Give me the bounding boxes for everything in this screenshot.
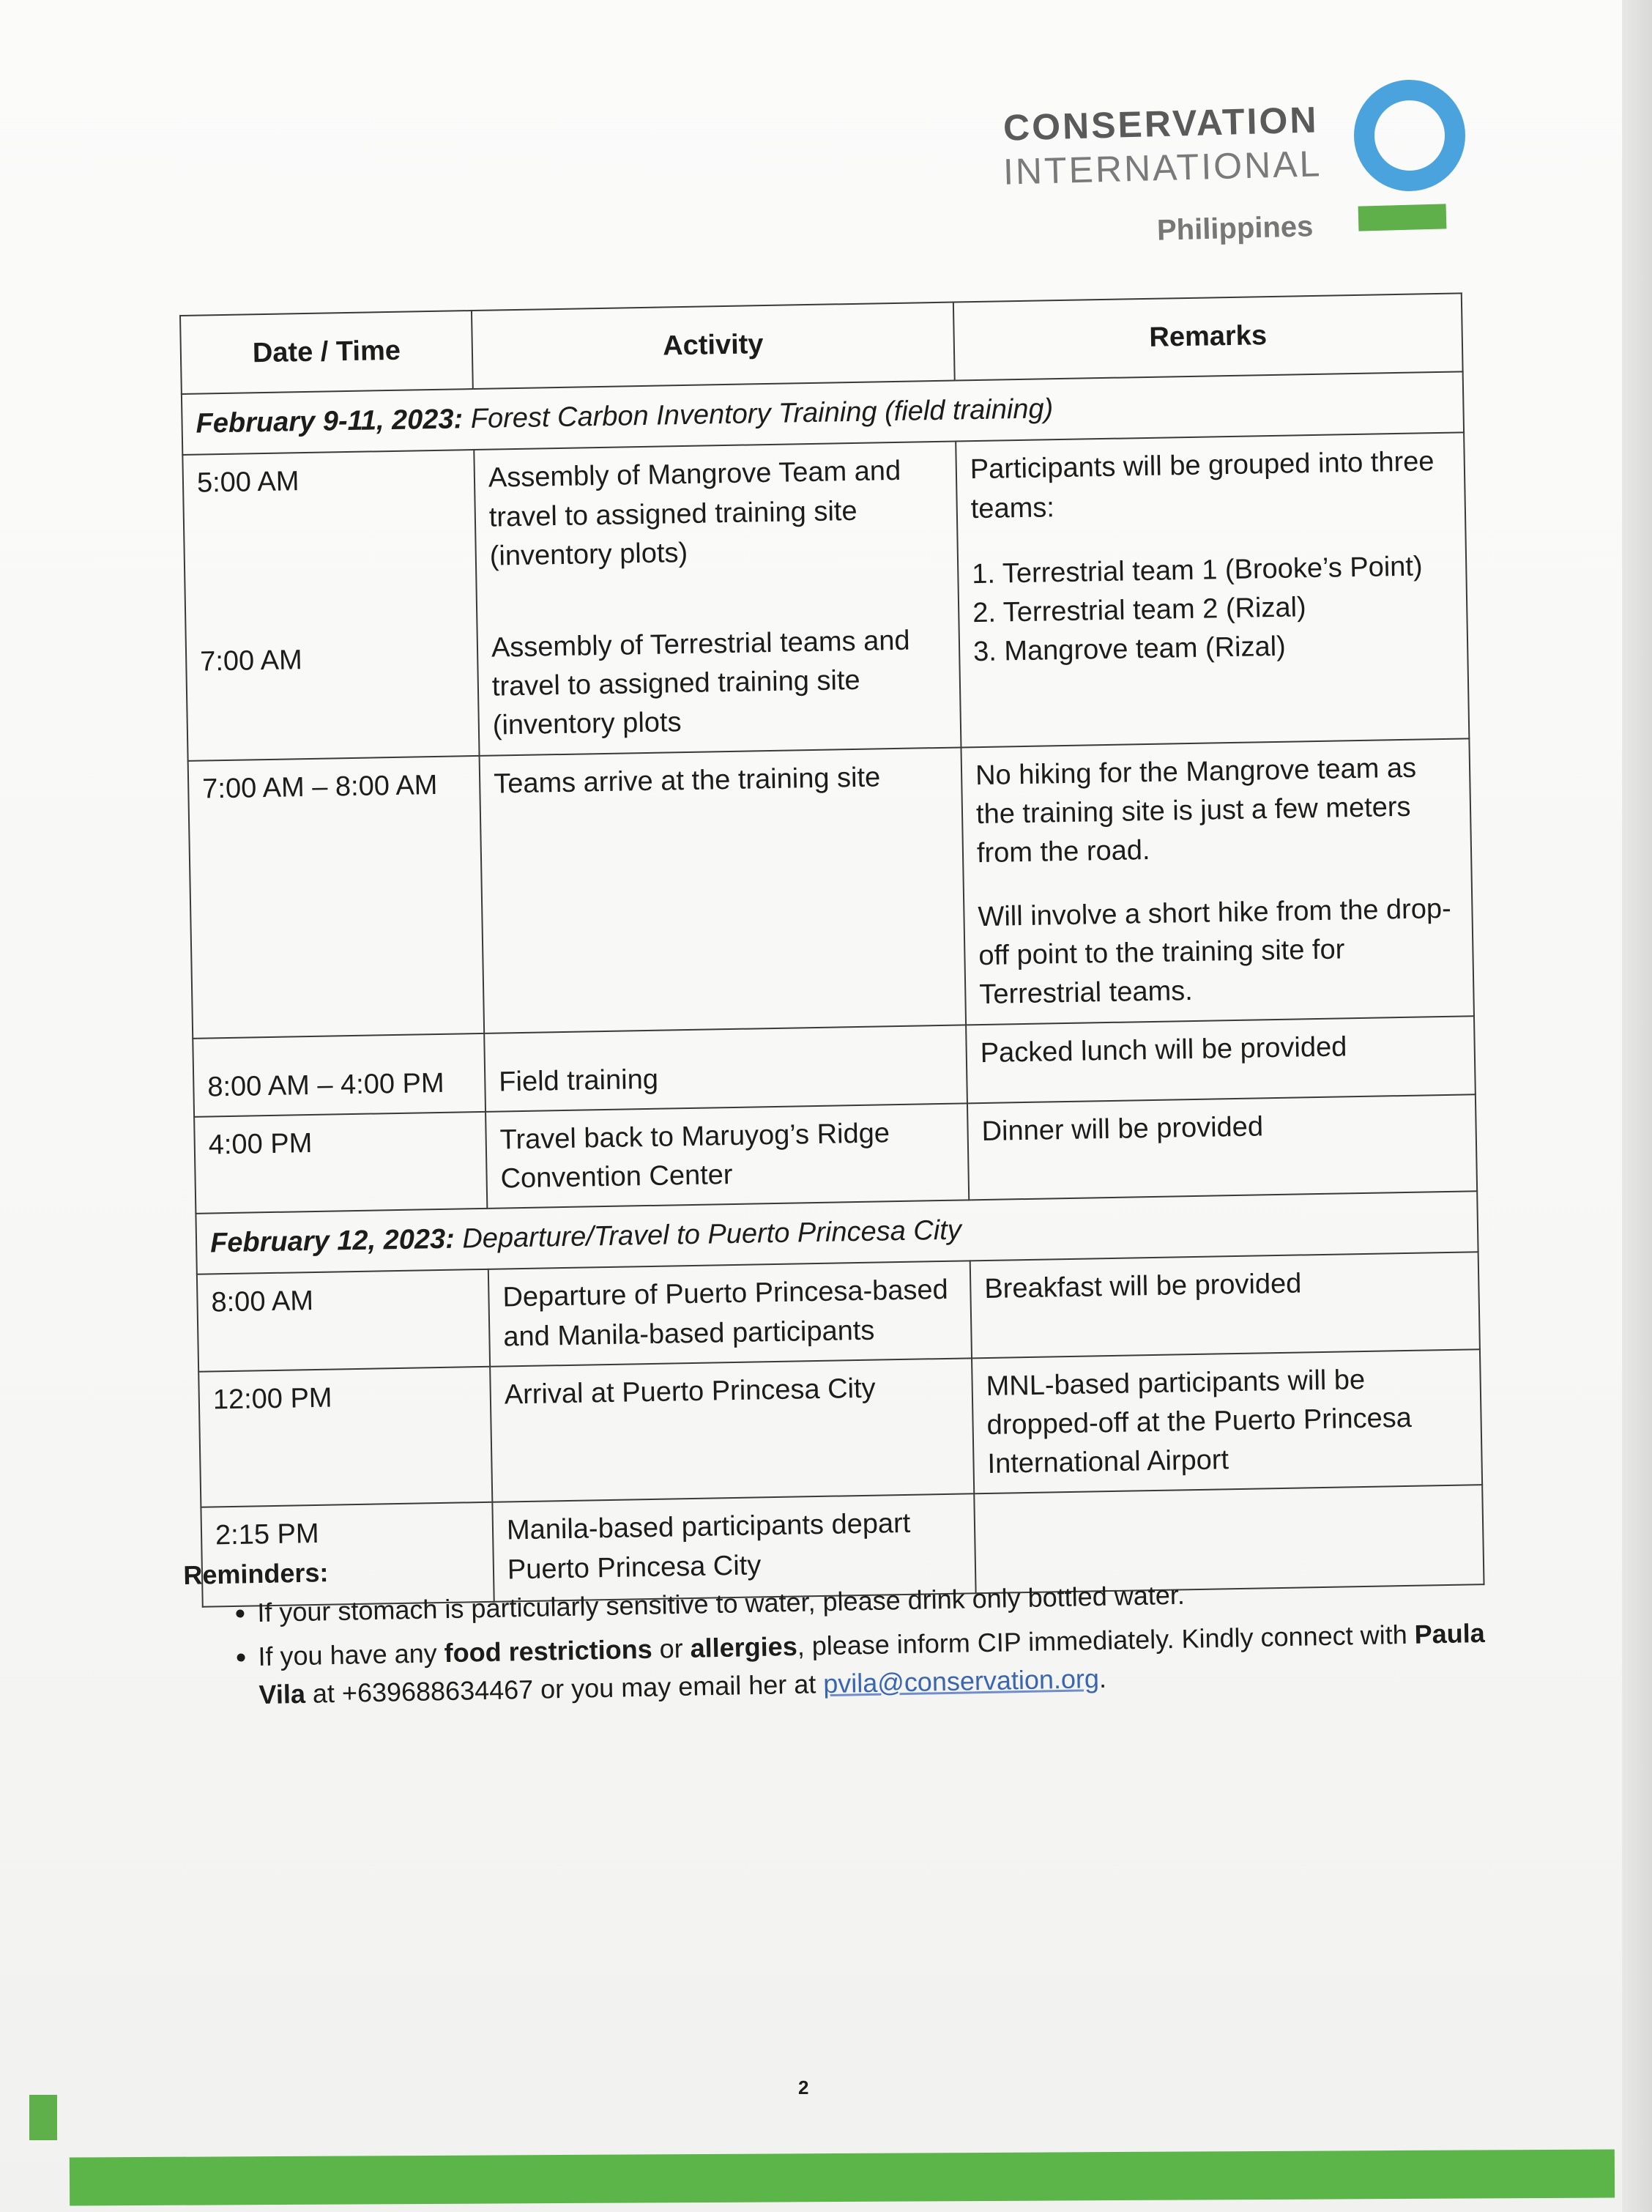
remarks-cell: MNL-based participants will be dropped-off at the Puerto Princesa International Airport — [972, 1349, 1482, 1494]
section-date: February 12, 2023: — [209, 1223, 455, 1259]
email-link[interactable]: pvila@conservation.org — [822, 1663, 1100, 1699]
list-item: 2. Terrestrial team 2 (Rizal) — [972, 592, 1307, 629]
left-green-mark — [29, 2095, 57, 2140]
remarks-cell: Packed lunch will be provided — [966, 1016, 1476, 1103]
green-footer-bar — [70, 2149, 1615, 2205]
time-cell: 2:15 PM — [201, 1502, 494, 1607]
list-item: • If your stomach is particularly sensitive to water, please drink only bottled water. — [257, 1570, 1488, 1632]
list-item: 1. Terrestrial team 1 (Brooke’s Point) — [971, 551, 1423, 590]
conservation-international-logo — [996, 73, 1472, 264]
time-cell: 8:00 AM — [197, 1269, 490, 1371]
activity-cell: Manila-based participants depart Puerto Princesa City — [492, 1494, 975, 1602]
activity-cell — [474, 442, 961, 756]
reminder-text: If you have any — [258, 1638, 445, 1672]
remarks-cell: Breakfast will be provided — [970, 1252, 1480, 1358]
remarks-cell — [956, 433, 1469, 747]
page-number: 2 — [798, 2076, 809, 2098]
table-row — [182, 433, 1469, 761]
section-text: Departure/Travel to Puerto Princesa City — [454, 1214, 962, 1255]
remarks-cell: Dinner will be provided — [967, 1094, 1477, 1200]
remark-text: Will involve a short hike from the drop-off point to the training site for Terrestrial teams. — [978, 893, 1452, 1011]
contact-name: Paula Vila — [258, 1618, 1486, 1710]
remark-text: Participants will be grouped into three teams: — [970, 446, 1435, 524]
activity-cell: Departure of Puerto Princesa-based and Manila-based participants — [488, 1261, 972, 1367]
activity-cell: Field training — [484, 1025, 967, 1112]
activity-text: Assembly of Mangrove Team and travel to assigned training site (inventory plots) — [488, 456, 901, 572]
list-item: 3. Mangrove team (Rizal) — [972, 631, 1287, 668]
time-value: 5:00 AM — [196, 466, 299, 499]
activity-cell: Teams arrive at the training site — [480, 747, 967, 1033]
time-cell: 8:00 AM – 4:00 PM — [193, 1033, 485, 1117]
activity-cell: Arrival at Puerto Princesa City — [490, 1358, 974, 1502]
logo-green-bar — [1358, 204, 1447, 231]
logo-subtitle-philippines: Philippines — [1156, 210, 1314, 247]
header-remarks: Remarks — [953, 293, 1463, 380]
reminders-list — [184, 1570, 1489, 1716]
time-cell: 7:00 AM – 8:00 AM — [188, 755, 485, 1038]
logo-line-conservation: CONSERVATION — [1002, 99, 1320, 149]
reminder-bold-text: food restrictions — [444, 1633, 653, 1669]
reminder-text: at +639688634467 or you may email her at — [305, 1669, 824, 1710]
page-edge-shadow — [1622, 0, 1652, 2212]
activity-cell: Travel back to Maruyog’s Ridge Convention Center — [485, 1103, 969, 1209]
reminder-text: , please inform CIP immediately. Kindly connect with — [797, 1619, 1415, 1662]
time-value: 7:00 AM — [199, 644, 303, 678]
reminders-section — [183, 1535, 1489, 1722]
header-activity: Activity — [472, 303, 955, 390]
list-item — [258, 1614, 1489, 1715]
reminder-bold-text: allergies — [690, 1631, 798, 1663]
table-row — [188, 738, 1474, 1039]
section-date: February 9-11, 2023: — [196, 404, 464, 439]
logo-ring-icon — [1347, 73, 1472, 198]
remarks-cell — [961, 738, 1474, 1025]
activity-text: Assembly of Terrestrial teams and travel to assigned training site (inventory plots — [491, 625, 910, 741]
time-cell: 12:00 PM — [198, 1367, 492, 1507]
logo-line-international: INTERNATIONAL — [1002, 143, 1323, 193]
section-text: Forest Carbon Inventory Training (field training) — [462, 393, 1054, 435]
schedule-table — [179, 292, 1485, 1608]
team-list — [972, 546, 1454, 672]
time-cell — [182, 450, 479, 760]
reminders-title: Reminders: — [183, 1557, 329, 1590]
reminder-text: or — [652, 1633, 691, 1664]
time-cell: 4:00 PM — [194, 1112, 487, 1214]
reminder-text: . — [1098, 1663, 1107, 1694]
header-date-time: Date / Time — [180, 311, 473, 394]
remark-text: No hiking for the Mangrove team as the training site is just a few meters from the road. — [975, 752, 1417, 869]
table-row — [198, 1349, 1482, 1507]
